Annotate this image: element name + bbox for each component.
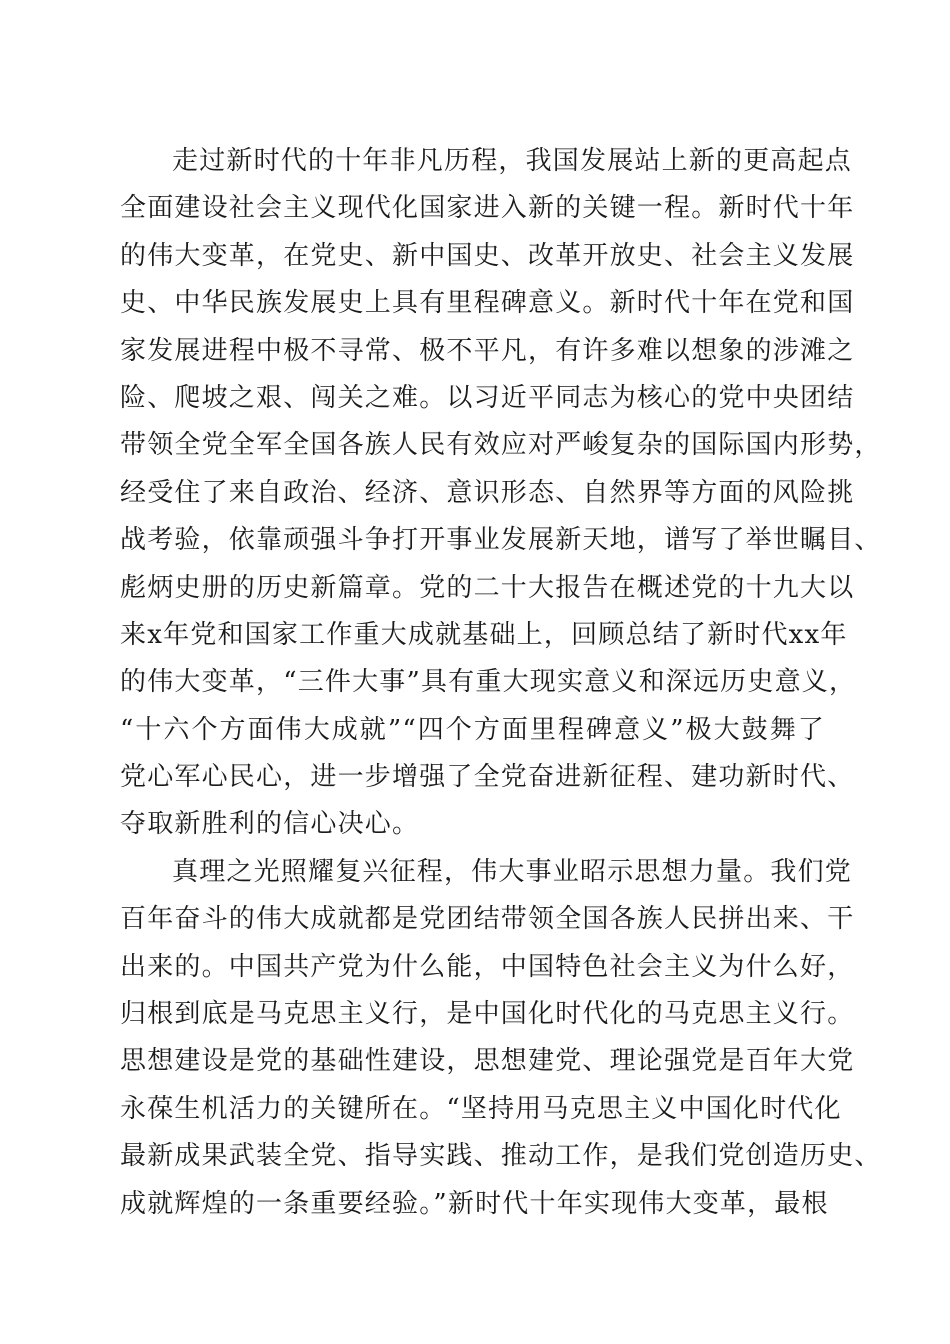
paragraph-line: 百年奋斗的伟大成就都是党团结带领全国各族人民拼出来、干 [120, 904, 855, 935]
paragraph-line: 最新成果武装全党、指导实践、推动工作，是我们党创造历史、 [120, 1141, 882, 1172]
paragraph-line: 彪炳史册的历史新篇章。党的二十大报告在概述党的十九大以 [120, 572, 855, 603]
paragraph-line: 的伟大变革，在党史、新中国史、改革开放史、社会主义发展 [120, 240, 855, 271]
document-page [120, 138, 882, 1228]
paragraph-line: 带领全党全军全国各族人民有效应对严峻复杂的国际国内形势， [120, 430, 882, 461]
paragraph-line: 史、中华民族发展史上具有里程碑意义。新时代十年在党和国 [120, 288, 855, 319]
paragraph-line: 全面建设社会主义现代化国家进入新的关键一程。新时代十年 [120, 193, 855, 224]
paragraph-line: 成就辉煌的一条重要经验。”新时代十年实现伟大变革，最根 [120, 1188, 829, 1219]
paragraph-line: 来x年党和国家工作重大成就基础上，回顾总结了新时代xx年 [120, 619, 848, 650]
paragraph-line: 的伟大变革，“三件大事”具有重大现实意义和深远历史意义， [120, 667, 857, 698]
paragraph-line: 走过新时代的十年非凡历程，我国发展站上新的更高起点 [172, 146, 853, 176]
paragraph-line: 险、爬坡之艰、闯关之难。以习近平同志为核心的党中央团结 [120, 382, 855, 413]
paragraph-line: 出来的。中国共产党为什么能，中国特色社会主义为什么好， [120, 951, 855, 982]
paragraph-line: 真理之光照耀复兴征程，伟大事业昭示思想力量。我们党 [172, 856, 853, 887]
paragraph-line: 夺取新胜利的信心决心。 [120, 809, 420, 840]
paragraph-1 [120, 138, 882, 849]
paragraph-line: 思想建设是党的基础性建设，思想建党、理论强党是百年大党 [120, 1046, 855, 1077]
paragraph-line: 永葆生机活力的关键所在。“坚持用马克思主义中国化时代化 [120, 1093, 842, 1124]
paragraph-line: 经受住了来自政治、经济、意识形态、自然界等方面的风险挑 [120, 477, 855, 508]
paragraph-2 [120, 849, 882, 1228]
paragraph-line: 党心军心民心，进一步增强了全党奋进新征程、建功新时代、 [120, 762, 855, 793]
paragraph-line: 家发展进程中极不寻常、极不平凡，有许多难以想象的涉滩之 [120, 335, 855, 366]
paragraph-line: 战考验，依靠顽强斗争打开事业发展新天地，谱写了举世瞩目、 [120, 525, 882, 556]
paragraph-line: “十六个方面伟大成就”“四个方面里程碑意义”极大鼓舞了 [120, 714, 825, 745]
paragraph-line: 归根到底是马克思主义行，是中国化时代化的马克思主义行。 [120, 999, 855, 1030]
